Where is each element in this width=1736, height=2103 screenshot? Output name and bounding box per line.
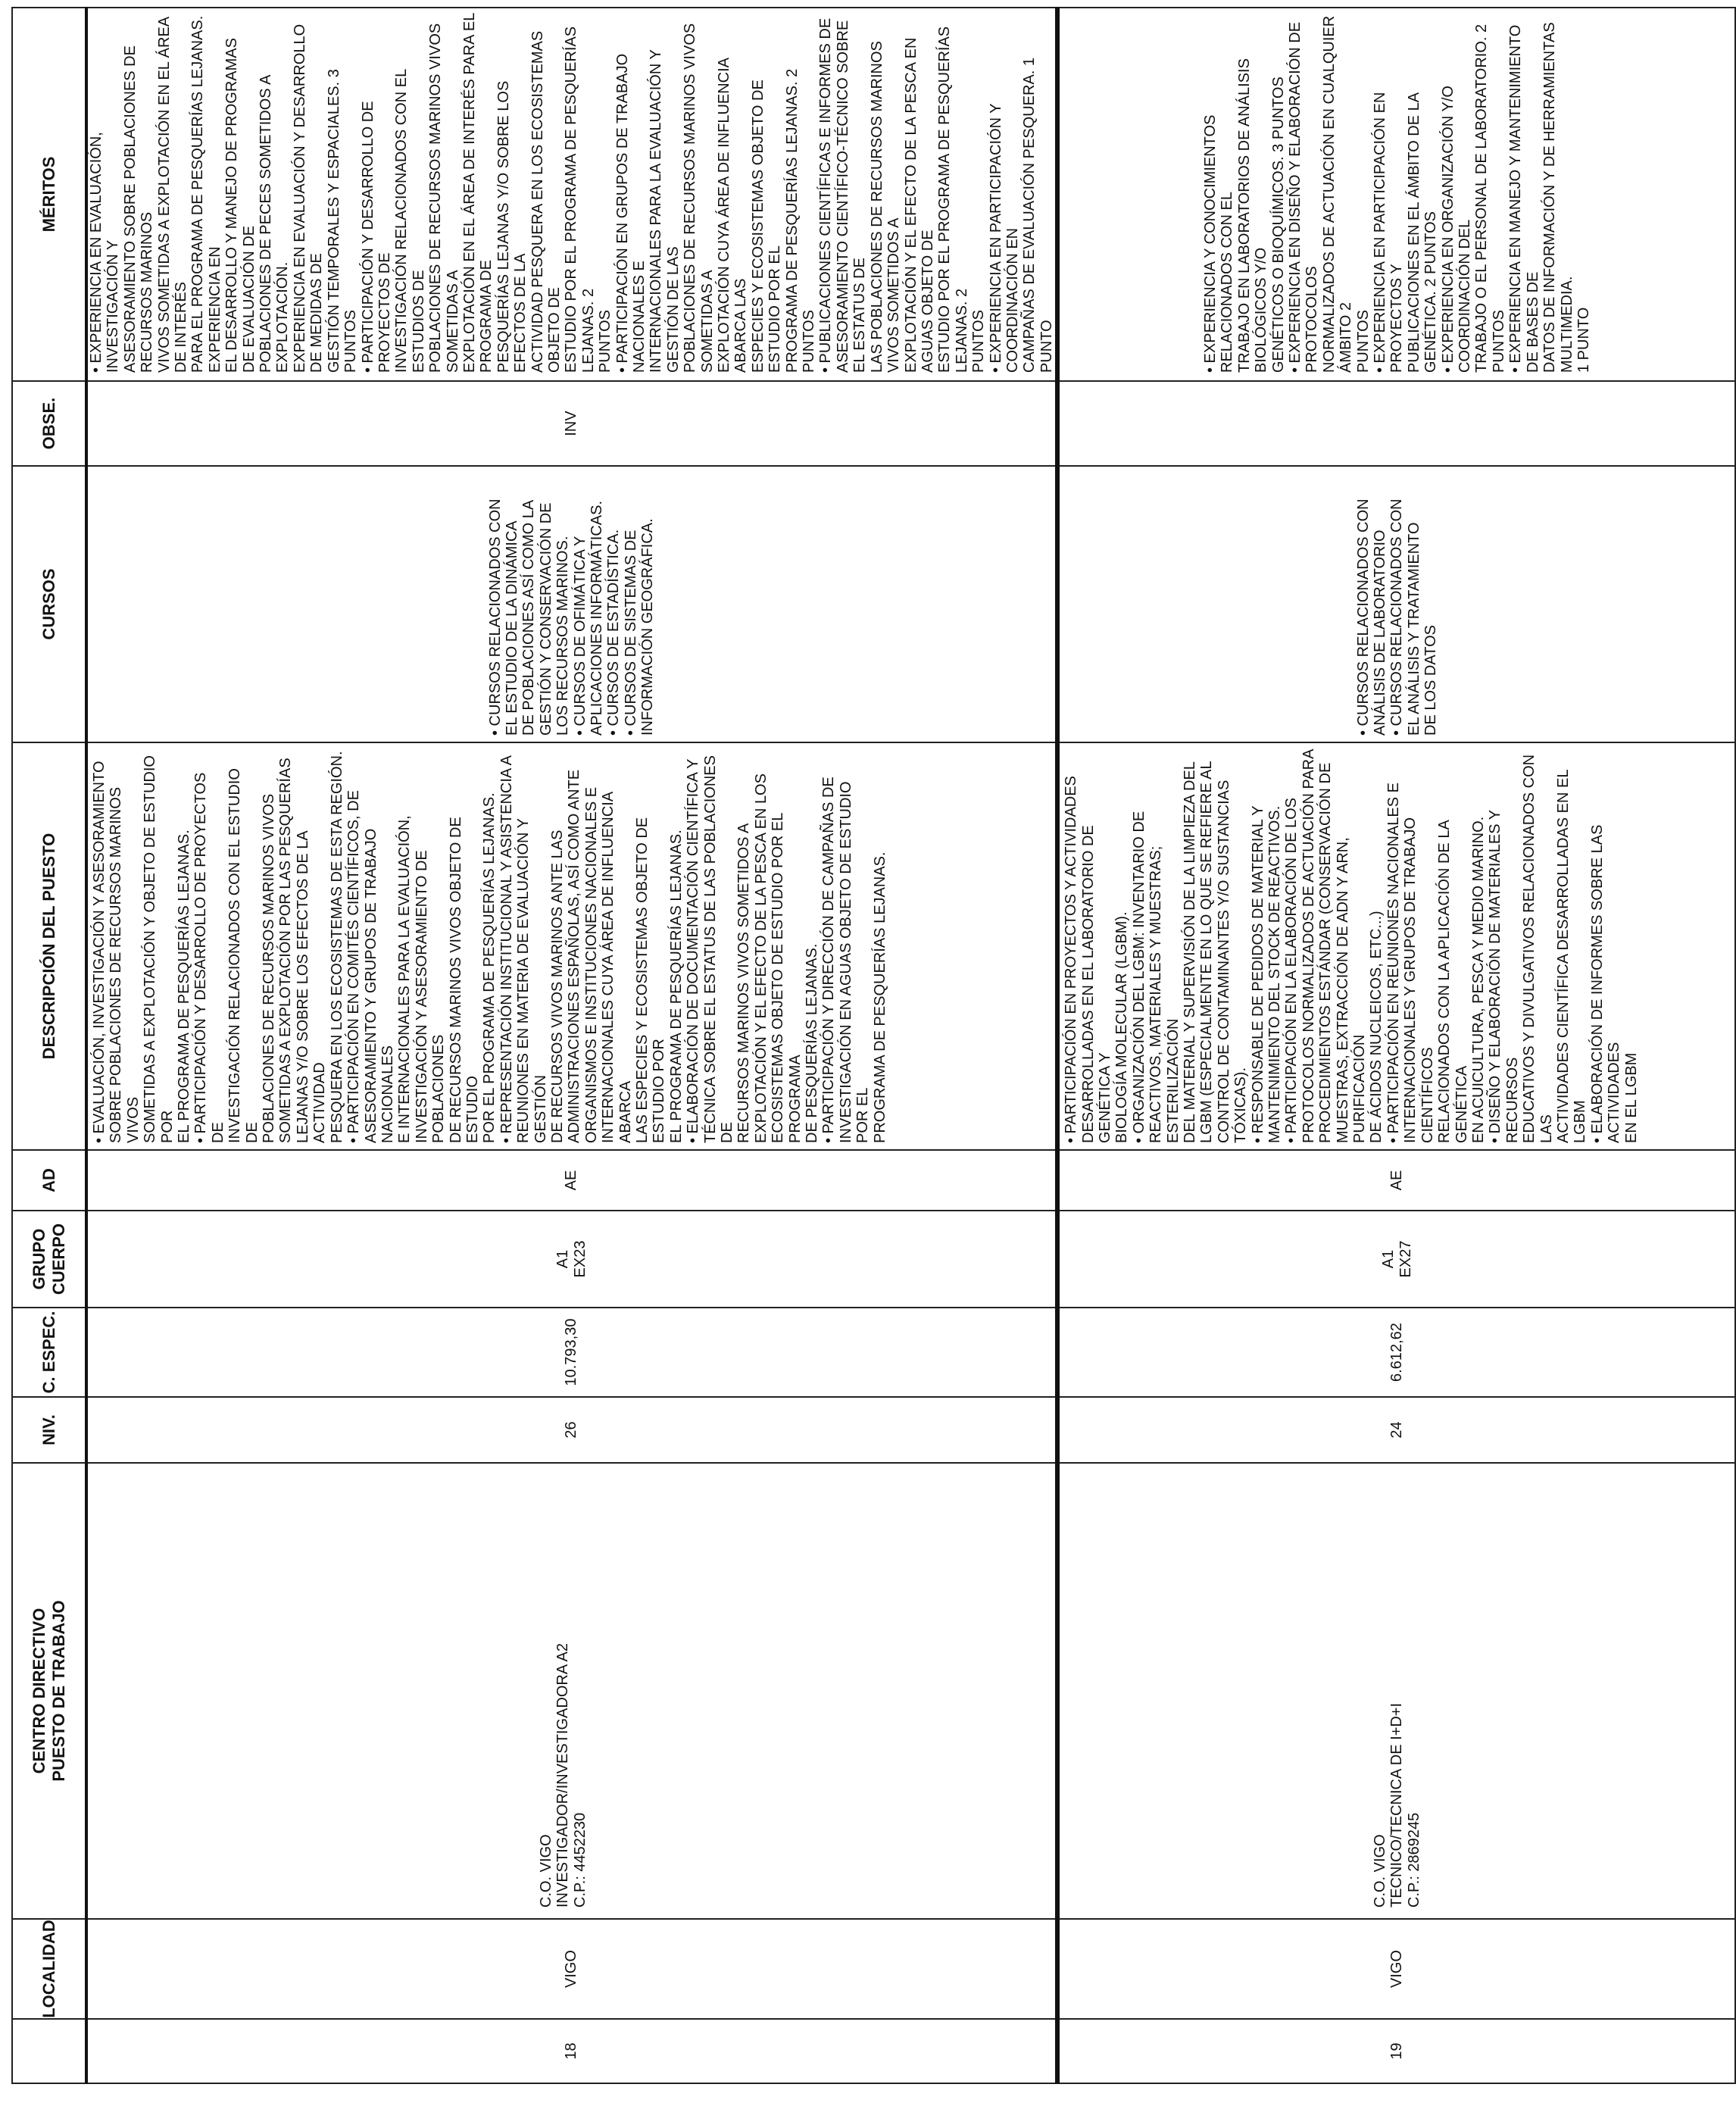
text-line: LGBM (ESPECIALMENTE EN LO QUE SE REFIERE AL: [1198, 761, 1216, 1143]
text-line: • EXPERIENCIA EN PARTICIPACIÓN Y COORDINACIÓN EN: [987, 103, 1021, 373]
header-meritos: MÉRITOS: [12, 8, 86, 381]
text-line: SOBRE POBLACIONES DE RECURSOS MARINOS VIVOS: [108, 786, 142, 1143]
text-line: DATOS DE INFORMACIÓN Y DE HERRAMIENTAS MULTIMEDIA.: [1541, 22, 1575, 373]
text-line: • PARTICIPACIÓN EN PROYECTOS Y ACTIVIDADES: [1063, 776, 1080, 1143]
text-line: ECOSISTEMAS OBJETO DE ESTUDIO POR EL PROGRAMA: [770, 813, 804, 1143]
ad-cell: AE: [86, 1150, 1057, 1211]
text-line: POBLACIONES DE RECURSOS MARINOS VIVOS SOMETIDAS A: [427, 23, 461, 373]
text-line: • PARTICIPACIÓN EN REUNIONES NACIONALES E: [1385, 783, 1402, 1143]
text-line: EXPLOTACIÓN Y EL EFECTO DE LA PESCA EN AGUAS OBJETO DE: [902, 37, 936, 373]
grupo-line: EX27: [1397, 1240, 1414, 1278]
text-line: INTERNACIONALES PARA LA EVALUACIÓN Y GESTIÓN DE LAS: [648, 49, 682, 373]
header-ad: AD: [12, 1150, 86, 1211]
meritos-list: [1202, 13, 1592, 373]
text-line: DEL MATERIAL Y SUPERVISIÓN DE LA LIMPIEZA DEL: [1182, 761, 1198, 1143]
header-grupo-line1: GRUPO: [29, 1228, 48, 1290]
text-line: MUESTRAS, EXTRACCIÓN DE ADN Y ARN, PURIFICACIÓN: [1334, 837, 1369, 1143]
text-line: • EXPERIENCIA EN PARTICIPACIÓN EN PROYECTOS Y: [1372, 92, 1406, 373]
text-line: PESQUERA EN LOS ECOSISTEMAS DE ESTA REGIÓN.: [328, 751, 345, 1143]
text-line: LOS RECURSOS MARINOS.: [554, 536, 572, 736]
c-espec-cell: 10.793,30: [86, 1308, 1057, 1397]
header-c-espec: C. ESPEC.: [12, 1308, 86, 1397]
text-line: POBLACIONES DE PECES SOMETIDOS A EXPLOTACIÓN.: [258, 75, 292, 373]
text-line: LAS POBLACIONES DE RECURSOS MARINOS VIVOS SOMETIDOS A: [868, 41, 903, 373]
job-positions-table: [11, 7, 1736, 2084]
text-line: POBLACIONES DE RECURSOS MARINOS VIVOS: [261, 793, 278, 1143]
centro-line: INVESTIGADOR/INVESTIGADORA A2: [554, 1643, 572, 1908]
text-line: GESTIÓN Y CONSERVACIÓN DE: [537, 502, 554, 736]
text-line: SOMETIDAS A EXPLOTACIÓN POR LAS PESQUERÍAS: [277, 758, 295, 1143]
text-line: • PUBLICACIONES CIENTÍFICAS E INFORMES DE: [817, 17, 835, 373]
cursos-list: [487, 471, 657, 736]
header-niv: NIV.: [12, 1397, 86, 1463]
header-obse: OBSE.: [12, 381, 86, 466]
text-line: PUNTOS: [970, 310, 988, 373]
text-line: REACTIVOS, MATERIALES Y MUESTRAS; ESTERILIZACIÓN: [1147, 845, 1182, 1143]
text-line: PROGRAMA DE PESQUERÍAS LEJANAS.: [871, 852, 888, 1143]
grupo-cell: [1057, 1211, 1735, 1308]
text-line: • EXPERIENCIA EN DISEÑO Y ELABORACIÓN DE PROTOCOLOS: [1287, 21, 1321, 373]
cursos-list: [1355, 471, 1440, 736]
text-line: POR EL PROGRAMA DE PESQUERÍAS LEJANAS.: [481, 792, 498, 1143]
text-line: VIVOS SOMETIDAS A EXPLOTACIÓN EN EL ÁREA DE INTERÉS: [155, 17, 190, 373]
text-line: RECURSOS MARINOS VIVOS SOMETIDOS A: [735, 823, 753, 1143]
text-line: MANTENIMIENTO DEL STOCK DE REACTIVOS.: [1266, 805, 1284, 1143]
text-line: RELACIONADOS CON LA APLICACIÓN DE LA GENÉTICA: [1436, 820, 1470, 1143]
row-index: 18: [86, 2019, 1057, 2083]
text-line: • ORGANIZACIÓN DEL LGBM: INVENTARIO DE: [1130, 811, 1147, 1143]
text-line: • CURSOS DE OFIMÁTICA Y: [571, 536, 589, 736]
text-line: • CURSOS RELACIONADOS CON: [486, 498, 504, 736]
centro-cell: [86, 1463, 1057, 1919]
text-line: • CURSOS RELACIONADOS CON: [1388, 498, 1406, 736]
text-line: • PARTICIPACIÓN Y DIRECCIÓN DE CAMPAÑAS DE: [820, 777, 838, 1143]
centro-line: C.P.: 2869245: [1405, 1812, 1422, 1908]
header-centro: [12, 1463, 86, 1919]
text-line: • PARTICIPACIÓN EN GRUPOS DE TRABAJO NACIONALES E: [614, 53, 648, 373]
text-line: PUNTOS: [1354, 310, 1372, 373]
text-line: EXPLOTACIÓN Y EL EFECTO DE LA PESCA EN LOS: [752, 773, 770, 1143]
text-line: APLICACIONES INFORMÁTICAS.: [588, 500, 605, 736]
text-line: ACTIVIDADES CIENTÍFICA DESARROLLADAS EN EL LGBM: [1554, 770, 1589, 1143]
text-line: TRABAJO EN LABORATORIOS DE ANÁLISIS BIOLÓGICOS Y/O: [1235, 58, 1270, 373]
text-line: DE RECURSOS MARINOS VIVOS OBJETO DE ESTUDIO: [447, 817, 481, 1143]
text-line: • PARTICIPACIÓN Y DESARROLLO DE PROYECTOS DE: [359, 101, 393, 373]
text-line: TRABAJO O EL PERSONAL DE LABORATORIO. 2 PUNTOS: [1473, 23, 1507, 373]
header-cursos: CURSOS: [12, 466, 86, 742]
text-line: INVESTIGACIÓN EN AGUAS OBJETO DE ESTUDIO POR EL: [837, 781, 872, 1143]
text-line: ASESORAMIENTO SOBRE POBLACIONES DE RECURSOS MARINOS: [121, 45, 156, 373]
grupo-line: EX23: [571, 1240, 589, 1278]
text-line: EL ESTUDIO DE LA DINÁMICA: [503, 520, 520, 736]
cursos-cell: [1057, 466, 1735, 742]
centro-cell: [1057, 1463, 1735, 1919]
text-line: LEJANAS Y/O SOBRE LOS EFECTOS DE LA ACTIVIDAD: [294, 831, 329, 1143]
text-line: CONTROL DE CONTAMINANTES Y/O SUSTANCIAS: [1215, 780, 1232, 1143]
centro-line: C.P.: 4452230: [571, 1812, 589, 1908]
localidad-cell: VIGO: [1057, 1919, 1735, 2019]
text-line: EL ANÁLISIS Y TRATAMIENTO: [1405, 522, 1422, 736]
text-line: DESARROLLADAS EN EL LABORATORIO DE GENÉTICA Y: [1079, 825, 1113, 1143]
text-line: • CURSOS RELACIONADOS CON: [1354, 498, 1372, 736]
ad-cell: AE: [1057, 1150, 1735, 1211]
text-line: INVESTIGACIÓN RELACIONADOS CON EL ESTUDIOS DE: [393, 69, 427, 373]
niv-cell: 26: [86, 1397, 1057, 1463]
text-line: ASESORAMIENTO CIENTÍFICO-TÉCNICO SOBRE EL ESTATUS DE: [834, 20, 869, 373]
text-line: E INTERNACIONALES PARA LA EVALUACIÓN,: [396, 815, 414, 1143]
text-line: • ELABORACIÓN DE DOCUMENTACIÓN CIENTÍFICA Y: [685, 758, 702, 1143]
text-line: DE ÁCIDOS NUCLEICOS, ETC...): [1368, 911, 1385, 1143]
text-line: PESQUERÍAS LEJANAS Y/O SOBRE LOS EFECTOS DE LA: [495, 80, 529, 373]
header-descripcion: DESCRIPCIÓN DEL PUESTO: [12, 742, 86, 1150]
header-grupo-line2: CUERPO: [48, 1223, 68, 1295]
centro-line: TECNICO/TECNICA DE I+D+I: [1388, 1702, 1406, 1908]
text-line: • CURSOS DE ESTADÍSTICA.: [605, 529, 623, 736]
text-line: • EVALUACIÓN, INVESTIGACIÓN Y ASESORAMIENTO: [91, 761, 108, 1143]
centro-line: C.O. VIGO: [537, 1834, 554, 1908]
text-line: INFORMACIÓN GEOGRÁFICA.: [639, 518, 657, 736]
text-line: EN ACUICULTURA, PESCA Y MEDIO MARINO.: [1469, 816, 1487, 1143]
centro-line: C.O. VIGO: [1372, 1834, 1389, 1908]
text-line: PROTOCOLOS NORMALIZADOS DE ACTUACIÓN PARA: [1300, 748, 1317, 1143]
c-espec-cell: 6.612,62: [1057, 1308, 1735, 1397]
text-line: • EXPERIENCIA EN MANEJO Y MANTENIMIENTO DE BASES DE: [1507, 24, 1541, 373]
text-line: • EXPERIENCIA Y CONOCIMIENTOS RELACIONADOS CON EL: [1201, 114, 1236, 373]
text-line: • DISEÑO Y ELABORACIÓN DE MATERIALES Y RECURSOS: [1487, 810, 1521, 1143]
descripcion-cell: [86, 742, 1057, 1150]
meritos-list: [88, 13, 1055, 373]
text-line: INVESTIGACIÓN Y ASESORAMIENTO DE POBLACIONES: [413, 850, 448, 1143]
text-line: PROCEDIMIENTOS ESTÁNDAR (CONSERVACIÓN DE: [1317, 762, 1335, 1143]
text-line: DE POBLACIONES ASÍ COMO LA: [520, 499, 538, 736]
text-line: POBLACIONES DE RECURSOS MARINOS VIVOS SOMETIDAS A: [682, 23, 716, 373]
text-line: • EXPERIENCIA EN ORGANIZACIÓN Y/O COORDINACIÓN DEL: [1439, 86, 1474, 373]
text-line: • PARTICIPACIÓN Y DESARROLLO DE PROYECTOS DE: [192, 772, 226, 1143]
header-grupo: [12, 1211, 86, 1308]
header-row: [12, 8, 86, 2083]
text-line: ANÁLISIS DE LABORATORIO: [1372, 530, 1389, 736]
text-line: ESTUDIO POR EL PROGRAMA DE PESQUERÍAS LEJANAS. 2: [563, 26, 597, 373]
obse-cell: INV: [86, 381, 1057, 466]
text-line: LAS ESPECIES Y ECOSISTEMAS OBJETO DE ESTUDIO POR: [634, 817, 668, 1143]
header-centro-line2: PUESTO DE TRABAJO: [48, 1600, 68, 1782]
text-line: INTERNACIONALES Y GRUPOS DE TRABAJO CIENTÍFICOS: [1402, 817, 1436, 1143]
text-line: • RESPONSABLE DE PEDIDOS DE MATERIAL Y: [1249, 805, 1266, 1143]
text-line: EXPLOTACIÓN CUYA ÁREA DE INFLUENCIA ABARCA LAS: [716, 58, 750, 373]
header-centro-line1: CENTRO DIRECTIVO: [29, 1608, 48, 1774]
table-row: [86, 8, 1057, 2083]
text-line: PUNTOS: [597, 310, 614, 373]
text-line: CAMPAÑAS DE EVALUACIÓN PESQUERA. 1 PUNTO: [1021, 57, 1055, 373]
text-line: DE RECURSOS VIVOS MARINOS ANTE LAS: [548, 830, 566, 1143]
niv-cell: 24: [1057, 1397, 1735, 1463]
text-line: EXPLOTACIÓN EN EL ÁREA DE INTERÉS PARA EL PROGRAMA DE: [461, 13, 495, 373]
text-line: GESTIÓN TEMPORALES Y ESPACIALES. 3 PUNTOS: [325, 69, 360, 373]
text-line: TÓXICAS).: [1232, 1067, 1250, 1143]
text-line: ESPECIES Y ECOSISTEMAS OBJETO DE ESTUDIO POR EL: [749, 80, 784, 373]
text-line: ADMINISTRACIONES ESPAÑOLAS, ASÍ COMO ANTE: [566, 769, 583, 1143]
header-index: [12, 2019, 86, 2083]
text-line: EL DESARROLLO Y MANEJO DE PROGRAMAS DE EVALUACIÓN DE: [223, 38, 258, 373]
text-line: EDUCATIVOS Y DIVULGATIVOS RELACIONADOS CON LAS: [1521, 754, 1555, 1143]
grupo-line: A1: [554, 1249, 572, 1269]
text-line: INVESTIGACIÓN RELACIONADOS CON EL ESTUDIO DE: [226, 768, 261, 1143]
text-line: • EXPERIENCIA EN EVALUACIÓN, INVESTIGACIÓN Y: [88, 132, 122, 373]
meritos-cell: [1057, 8, 1735, 381]
text-line: PROGRAMA DE PESQUERÍAS LEJANAS. 2 PUNTOS: [783, 68, 818, 373]
text-line: EL PROGRAMA DE PESQUERÍAS LEJANAS.: [667, 830, 685, 1143]
descripcion-list: [91, 748, 888, 1143]
cursos-cell: [86, 466, 1057, 742]
descripcion-cell: [1057, 742, 1735, 1150]
grupo-line: A1: [1380, 1249, 1397, 1269]
grupo-cell: [86, 1211, 1057, 1308]
localidad-cell: VIGO: [86, 1919, 1057, 2019]
text-line: PUBLICACIONES EN EL ÁMBITO DE LA GENÉTICA. 2 PUNTOS: [1405, 92, 1440, 373]
text-line: ACTIVIDAD PESQUERA EN LOS ECOSISTEMAS OBJETO DE: [529, 30, 563, 373]
text-line: ESTUDIO POR EL PROGRAMA DE PESQUERÍAS LEJANAS. 2: [936, 26, 970, 373]
text-line: • REPRESENTACIÓN INSTITUCIONAL Y ASISTENCIA A: [498, 755, 515, 1143]
text-line: • ELABORACIÓN DE INFORMES SOBRE LAS ACTIVIDADES: [1588, 824, 1623, 1143]
meritos-cell: [86, 8, 1057, 381]
text-line: PARA EL PROGRAMA DE PESQUERÍAS LEJANAS. EXPERIENCIA EN: [189, 15, 223, 373]
text-line: BIOLOGÍA MOLECULAR (LGBM).: [1113, 911, 1131, 1143]
header-localidad: LOCALIDAD: [12, 1919, 86, 2019]
text-line: ORGANISMOS E INSTITUCIONES NACIONALES E: [582, 786, 600, 1143]
text-line: TÉCNICA SOBRE EL ESTATUS DE LAS POBLACIONES DE: [701, 755, 736, 1143]
text-line: EN EL LGBM: [1622, 1052, 1640, 1143]
text-line: INTERNACIONALES CUYA ÁREA DE INFLUENCIA ABARCA: [600, 792, 634, 1143]
text-line: DE PESQUERÍAS LEJANAS.: [804, 943, 821, 1143]
text-line: EL PROGRAMA DE PESQUERÍAS LEJANAS.: [176, 830, 193, 1143]
row-index: 19: [1057, 2019, 1735, 2083]
text-line: EXPERIENCIA EN EVALUACIÓN Y DESARROLLO DE MEDIDAS DE: [291, 23, 326, 373]
table-row: [1057, 8, 1735, 2083]
text-line: GENÉTICOS O BIOQUÍMICOS. 3 PUNTOS: [1269, 77, 1287, 373]
descripcion-list: [1063, 748, 1640, 1143]
text-line: 1 PUNTO: [1575, 307, 1592, 373]
text-line: REUNIONES EN MATERIA DE EVALUACIÓN Y GESTIÓN: [515, 818, 549, 1143]
text-line: NORMALIZADOS DE ACTUACIÓN EN CUALQUIER ÁMBITO 2: [1320, 15, 1355, 373]
text-line: • PARTICIPACIÓN EN COMITÉS CIENTÍFICOS, DE: [345, 790, 363, 1143]
text-line: ASESORAMIENTO Y GRUPOS DE TRABAJO NACIONALES: [362, 828, 396, 1143]
obse-cell: [1057, 381, 1735, 466]
text-line: SOMETIDAS A EXPLOTACIÓN Y OBJETO DE ESTUDIO POR: [142, 755, 176, 1143]
text-line: • CURSOS DE SISTEMAS DE: [622, 530, 639, 736]
text-line: DE LOS DATOS: [1422, 625, 1440, 736]
text-line: • PARTICIPACIÓN EN LA ELABORACIÓN DE LOS: [1283, 797, 1300, 1143]
